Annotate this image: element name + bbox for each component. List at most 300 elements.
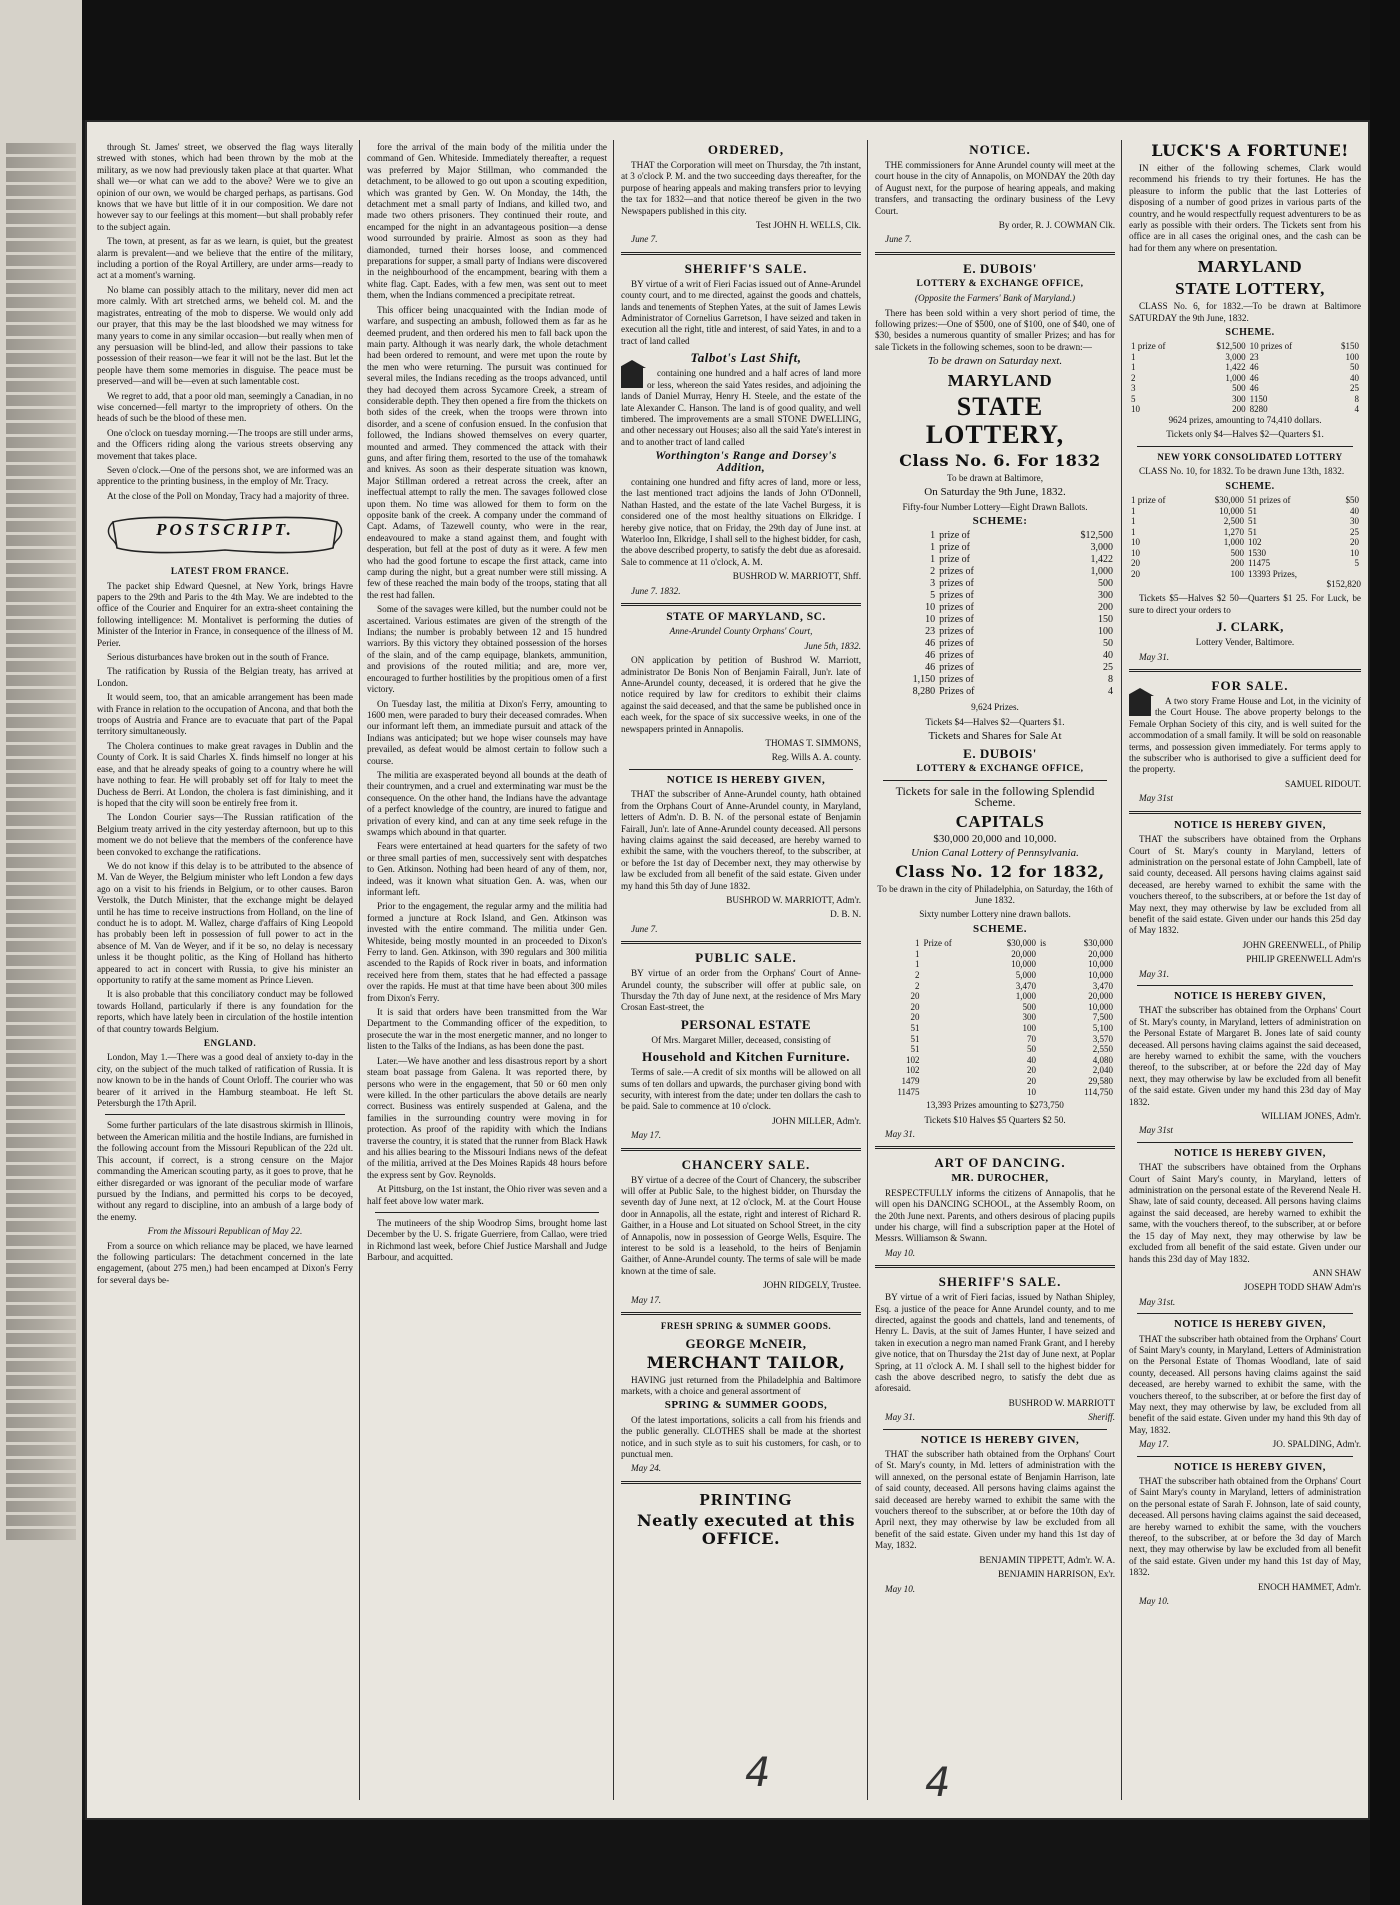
scheme-cell: 25 [1350,526,1359,537]
ad-signature [1129,1282,1361,1293]
ad-heading: NEW YORK CONSOLIDATED LOTTERY [1157,451,1343,462]
ad-heading: MERCHANT TAILOR, [646,1352,846,1372]
scheme-cell: 300 [1022,1012,1037,1023]
scheme-cell: 100 [1098,626,1113,638]
scheme-cell: 2 [915,980,920,991]
scheme-cell: 300 [1232,393,1246,404]
scheme-cell: 10,000 [1088,1001,1113,1012]
article-paragraph: No blame can possibly attach to the military, never did men act more calmly. With art stretched arms, we beheld col. M. and the magistrates, entreating of the mob to disperse. We would only add our prayer, that this may be the last bloodshed we may witness for many years to come in any similar occasion—but really when men of any persuasion will be blind-led, and allow their passions to take possession of their reason—we fear it will not be the last. But let the people have them some memories in disguise. The peace must be preserved—and will be—even at such lamentable cost. [97,284,353,387]
scheme-cell: prize of [939,542,970,554]
divider [1137,985,1353,986]
column-5 [1129,142,1361,1802]
ad-date: June 7. 1832. [631,585,681,596]
ad-date: May 31. [1139,651,1170,662]
column-rule [613,140,614,1800]
scheme-cell: $12,500 [1216,341,1246,352]
scheme-cell: 40 [1027,1054,1037,1065]
scheme-cell [922,981,979,992]
divider [105,1114,345,1115]
ad-heading: Neatly executed at this OFFICE. [636,1510,856,1548]
column-rule [867,140,868,1800]
scheme-cell: 50 [1027,1044,1037,1055]
scheme-cell: 51 [1248,505,1257,516]
divider [621,941,861,944]
scheme-cell [922,1087,979,1098]
scheme-cell: 10 [1027,1086,1037,1097]
scheme-row [875,1087,1115,1098]
scheme-cell: 1,000 [1090,566,1113,578]
scheme-heading: SCHEME. [973,922,1027,935]
scheme-row [875,949,1115,960]
scheme-cell: 10 [1131,537,1140,547]
ad-heading: NOTICE IS HEREBY GIVEN, [1174,1319,1326,1331]
scheme-cell: 3,000 [1090,542,1113,554]
scheme-cell [922,1002,979,1013]
ad-date: May 31. [885,1128,916,1139]
scheme-cell: 1 [1131,505,1136,516]
scheme-cell [922,1023,979,1034]
ad-body: Of Mrs. Margaret Miller, deceased, consisting of [651,1034,831,1045]
divider [1137,1142,1353,1143]
article-paragraph: through St. James' street, we observed the flag ways literally strewed with stones, which had been thrown by the mob at the military, as we now had previously taken place at that quarter. What shall we—or what can we add to the above? Were we to give an opinion of our own, we would be charged perhaps, as partisans. God knows that we have but little of it in our composition. We dare not however say to our feelings at this moment—but shall probably refer to the subject again. [97,142,353,232]
scheme-heading: SCHEME. [1225,327,1275,339]
scheme-row [1129,506,1361,517]
ad-heading: STATE OF MARYLAND, SC. [666,611,826,623]
scheme-cell: 1,270 [1223,526,1244,537]
scheme-cell: 4 [1354,404,1359,415]
ad-subheading: Worthington's Range and Dorsey's Addition, [655,450,837,474]
ad-body: RESPECTFULLY informs the citizens of Annapolis, that he will open his DANCING SCHOOL, at the Assembly Room, on the 20th June next. Parents, and others desirous of placing pupils under his charge, will find a subscription paper at the Hotel of Messrs. Williamson & Swann. [875,1187,1115,1244]
ad-heading: PUBLIC SALE. [695,950,797,966]
scheme-cell: $12,500 [1080,530,1113,542]
scheme-cell: 10 [1131,404,1140,415]
article-paragraph: It is also probable that this conciliatory conduct may be followed towards Holland, particularly if there is any foundation for the reports, which have lately been in circulation of the hostile intention of that country towards Belgium. [97,989,353,1034]
scheme-cell: 1530 [1248,547,1266,558]
ad-signature: WILLIAM JONES, Adm'r. [1261,1111,1361,1122]
divider [621,603,861,606]
scheme-cell: 8 [1108,674,1113,686]
ad-date: June 5th, 1832. [804,640,861,651]
scheme-cell: 25 [1103,662,1113,674]
scheme-cell: 102 [906,1054,920,1065]
column-1 [97,142,353,1802]
scheme-cell: 1,000 [1223,537,1244,547]
scan-border-right [1370,0,1400,1905]
scheme-cell [1038,1044,1056,1055]
scheme-cell: 25 [1350,383,1359,394]
ad-signature: JO. SPALDING, Adm'r. [1272,1439,1361,1450]
ad-text: containing one hundred and a half acres of land more or less, whereon the said Yates resides, and adjoining the lands of Daniel Murray, Henry H. Steele, and the estate of the late Alexander C. Hanson. The land is of good quality, and well timbered. The improvements are a small STONE DWELLING, and other necessary out Houses; also all the said Yate's interest in and to another tract of land called [621,368,861,447]
scheme-cell: 46 [1249,372,1259,383]
ad-date-text: May 31. [885,1412,916,1423]
ad-heading: PRINTING [699,1489,793,1509]
section-heading: LATEST FROM FRANCE. [170,566,290,577]
scheme-cell: 1 [1131,362,1136,373]
ad-date: May 31st [1139,793,1173,804]
scheme-cell: prizes of [939,638,974,650]
scheme-cell: 10,000 [1219,505,1244,516]
ad-body: ON application by petition of Bushrod W. Marriott, administrator De Bonis Non of Benjamin Fairall, Jun'r. late of Anne-Arundel county, deceased, it is ordered that he give the notice required by law for creditors to exhibit their claims against the said deceased, and that the same be published once in each week, for the space of six successive weeks, in one of the newspapers printed in Annapolis. [621,655,861,734]
divider [875,252,1115,255]
ad-signature-name: PHILIP GREENWELL [1246,954,1333,965]
ad-subheading: SPRING & SUMMER GOODS, [664,1399,828,1412]
scheme-row [1129,558,1361,569]
scheme-cell: $150 [1341,341,1359,352]
scheme-cell: 1 [930,542,936,554]
scheme-row [875,530,1115,542]
article-paragraph: The ratification by Russia of the Belgian treaty, has arrived at London. [97,666,353,688]
ad-signature: THOMAS T. SIMMONS, [765,738,861,749]
scheme-cell: 20 [1131,568,1140,579]
divider [1129,811,1361,814]
scheme-cell: 200 [1098,602,1113,614]
divider [875,1265,1115,1268]
article-paragraph: This officer being unacquainted with the Indian mode of warfare, and suspecting an ambush, followed them as far as he deemed prudent, and then ordered his men to fall back upon the main party. Although it was nearly dark, the whole detachment had been ordered to remount, and were met upon the route by the men who were returning. The pursuit was continued for several miles, the Indians receding as the troops advanced, until they had decoyed them across Sycamore Creek, a stream of considerable depth. They then opened a fire from the thickets on both sides of the creek, when the troops were thrown into disorder, and a scene of confusion ensued. In the confusion that followed, the Indians showed themselves on every quarter, mounted and armed. They commenced the attack with their guns, and after firing them, resorted to the use of the tomahawk and knives. As soon as their desperate situation was known, Major Stillman ordered a retreat across the creek, after an ineffectual attempt to rally the men. The savages followed close upon them. No time was allowed for them to form on the opposite bank of the creek. A company under the command of Capt. Adams, of Tazewell county, who were in the rear, endeavoured to make a stand against them, and fought with desperation, but fell at the post of duty as it were. A few men who had the good fortune to escape the first attack, came into camp during the night, but a great number were still missing. A few of these reached the main body of the troops, stating that all the rest had fallen. [367,304,607,600]
scheme-cell: 40 [1350,372,1359,383]
scheme-row [1129,352,1361,363]
scheme-row [875,662,1115,674]
article-paragraph: It would seem, too, that an amicable arrangement has been made with France in relation to the occupation of Ancona, and that both the troops of Austria and France are to evacuate that part of the Papal territory simultaneously. [97,692,353,737]
scheme-cell: 3 [930,578,936,590]
ad-body: Of the latest importations, solicits a call from his friends and the public generally. CLOTHES shall be made at the shortest notice, and in such style as to suit his customers, for cash, or to punctual men. [621,1414,861,1459]
article-paragraph: One o'clock on tuesday morning.—The troops are still under arms, and the Officers riding along the various streets observing any movement that takes place. [97,427,353,461]
ad-heading: FRESH SPRING & SUMMER GOODS. [660,1321,832,1332]
scheme-cell: 11475 [1248,558,1271,568]
scheme-cell [922,1076,979,1087]
scheme-cell: 102 [1248,537,1262,547]
scheme-cell: prizes of [939,614,974,626]
scheme-row [875,991,1115,1002]
ad-heading: Class No. 12 for 1832, [895,861,1105,881]
scheme-cell: 100 [1345,351,1359,362]
divider [621,252,861,255]
ad-heading: NOTICE IS HEREBY GIVEN, [666,773,826,786]
divider [1137,446,1353,447]
scheme-cell: 10,000 [1088,959,1113,970]
ad-heading: NOTICE IS HEREBY GIVEN, [920,1433,1080,1446]
ad-body: On Saturday the 9th June, 1832. [924,486,1066,499]
divider [621,1481,861,1484]
scheme-cell [1038,991,1056,1002]
column-2 [367,142,607,1802]
scheme-row [875,938,1115,949]
ad-date: June 7. [885,234,912,245]
article-paragraph: Serious disturbances have broken out in the south of France. [107,652,329,663]
scheme-cell: 1,000 [1015,991,1037,1002]
scheme-row [875,542,1115,554]
scheme-cell: 10,000 [1088,969,1113,980]
scheme-cell: 150 [1098,614,1113,626]
scheme-cell: 1150 [1249,393,1268,404]
ad-subheading: Household and Kitchen Furniture. [642,1049,850,1065]
scheme-cell [922,991,979,1002]
scheme-cell [1332,569,1361,580]
scheme-cell [922,949,979,960]
scheme-cell: 1 [1131,351,1136,362]
article-paragraph: From a source on which reliance may be placed, we have learned the following particulars: The detachment concerned in the late engagement, (about 275 men,) had been encamped at Dixon's Ferry for several days be- [97,1240,353,1285]
article-paragraph: London, May 1.—There was a good deal of anxiety to-day in the city, on the subject of the much talked of ratification of Russia. It is now known to be in the hands of Count Orloff. The courier who was bearer of it arrived in the Hamburg steamboat. He left St. Petersburgh the 17th April. [97,1052,353,1109]
scheme-cell [1038,1002,1056,1013]
scheme-heading: SCHEME: [972,514,1028,527]
scheme-table [1129,341,1361,415]
scheme-row [1129,548,1361,559]
scheme-row [875,1055,1115,1066]
scheme-row [875,566,1115,578]
divider [1129,669,1361,672]
ad-subheading: Lottery Vender, Baltimore. [1195,637,1295,648]
scheme-cell: 500 [1022,1001,1037,1012]
scheme-cell: Prizes of [939,686,975,698]
scheme-cell [1038,1034,1056,1045]
ad-subheading: MR. DUROCHER, [951,1172,1049,1185]
scheme-cell: 1 [1131,516,1136,526]
scheme-row [875,981,1115,992]
ad-signature: Test JOHN H. WELLS, Clk. [755,220,861,231]
ad-body [621,368,861,448]
postscript-title: POSTSCRIPT. [156,520,294,540]
scheme-cell: 70 [1027,1033,1037,1044]
scheme-cell: 1 [930,530,936,542]
ad-body: BY virtue of a decree of the Court of Chancery, the subscriber will offer at Public Sale, to the highest bidder, on Thursday the seventh day of June next, at 12 o'clock, M. at the Court House door in Annapolis, all the estate, right and interest of Richard R. Gaither, in a House and Lot situated on School Street, in the city of Annapolis, now in possession of George Wells, Esquire. The interest to be sold is a leasehold, to the heirs of Benjamin Gaither, of Anne-Arundel county. The terms of sale will be made known at the time of sale. [621,1174,861,1276]
ad-body: THAT the subscriber hath obtained from the Orphans' Court of Saint Mary's county in Maryland, letters of administration on the personal estate of Sarah F. Johnson, late of said county, deceased. All persons having claims against the said deceased, are hereby warned to exhibit the same, with the vouchers thereof, to the subscriber, at or before the 3d day of March next, they may otherwise by law be excluded from all benefit of the said estate. Given under my hand this 1st day of May, 1832. [1129,1476,1361,1578]
scheme-cell: 1,000 [1225,372,1246,383]
scheme-cell: is [1040,938,1047,949]
scheme-cell: 51 prizes of [1248,495,1291,505]
ad-body: Sixty number Lottery nine drawn ballots. [919,909,1071,920]
ad-role: Adm'rs [1334,954,1361,965]
ad-subheading: Union Canal Lottery of Pennsylvania. [911,847,1079,860]
scheme-cell: 10 [1131,547,1140,558]
scheme-cell: 20 [1027,1075,1037,1086]
ad-signature: JOHN RIDGELY, Trustee. [763,1280,861,1291]
scheme-cell [1038,959,1056,970]
article-paragraph: We do not know if this delay is to be attributed to the absence of M. Van de Weyer, the Belgium minister who left London a few days ago on a visit to his friends in Belgium, or to other causes. Baron Verstolk, the Dutch Minister, that the exchange might be delayed until he has time to receive instructions from Holland, on the line of conduct he is to adopt. M. Wallez, charge d'affairs of King Leopold has probably been left in possession of full power to act in the absence of M. Van de Weyer, and if it be so, no delay is necessary unless it be thought politic, as the King of Holland has hitherto appeared to act in concert with Russia, to give his minister an opportunity to ratify at the same moment as Prince Lieven. [97,860,353,985]
ad-heading: SHERIFF'S SALE. [684,260,808,276]
article-paragraph: We regret to add, that a poor old man, seemingly a Canadian, in no wise concerned—fell martyr to the impropriety of others. On the heads of such be the blood of these men. [97,390,353,424]
scheme-cell: 1 [1131,526,1136,537]
ad-body: Fifty-four Number Lottery—Eight Drawn Ballots. [902,501,1088,512]
article-paragraph: Later.—We have another and less disastrous report by a short steam boat passage from Galena. It was reported there, by persons who were in the engagement, that 50 or 60 men only were killed. In the other particulars the above details are nearly correct. Business was entirely suspended at Galena, and the families in the surrounding country were moving in for protection. As proof of the rapidity with which the Indians traverse the country, it is stated that the runner from Black Hawk and his allies bearing to the Missouri Indians news of the defeat of the militia, arrived at the Des Moines Rapids 48 hours before the express sent by Gov. Reynolds. [367,1055,607,1180]
scan-border-top [0,0,1400,120]
scheme-cell: 1,422 [1225,362,1246,373]
divider [621,1148,861,1151]
scheme-row [875,1002,1115,1013]
scheme-cell: 30 [1350,516,1359,526]
scheme-cell: 11475 [897,1086,920,1097]
scheme-cell: 5 [1354,558,1359,568]
ad-heading: E. DUBOIS' [963,745,1037,761]
ad-body: $30,000 20,000 and 10,000. [933,832,1057,845]
scheme-cell: 500 [1098,578,1113,590]
ad-body: THAT the subscribers have obtained from the Orphans Court of St. Mary's county in Maryland, letters of administration on the personal estate of John Campbell, late of said county, deceased. All persons having claims against said deceased, are hereby warned to exhibit the same with the vouchers thereof, to the subscribers, at or before the 1st day of May next, they may otherwise by law be excluded from all benefit of the said estate. Given under our hands this 25d day of May 1832. [1129,834,1361,936]
scheme-row [875,602,1115,614]
scheme-row [875,970,1115,981]
scheme-row [1129,516,1361,527]
ad-date [875,1412,1115,1423]
scheme-cell: 8280 [1249,404,1268,415]
ad-date: May 31st. [1139,1296,1176,1307]
scheme-table [875,938,1115,1097]
scheme-cell [1038,1055,1056,1066]
article-paragraph: On Tuesday last, the militia at Dixon's Ferry, amounting to 1600 men, were paraded to bury their deceased comrades. When our informant left them, an immediate pursuit and attack of the Indians was anticipated; but we hope wiser counsels may have prevailed, as defeat would be almost certain to follow such a course. [367,698,607,766]
ad-heading: NOTICE IS HEREBY GIVEN, [1174,990,1326,1002]
ad-signature: BENJAMIN HARRISON, Ex'r. [997,1569,1115,1580]
scheme-cell: 2,500 [1223,516,1244,526]
article-paragraph: The town, at present, as far as we learn, is quiet, but the greatest alarm is prevalent—and we believe that the entire of the military, including a portion of the Royal Artillery, are under arms—ready to act at a moment's warning. [97,236,353,281]
article-paragraph: It is said that orders have been transmitted from the War Department to the Commanding officer of the expedition, to prosecute the war in the most energetic manner, and no longer to listen to the Talks of the Indians, as has been done the past. [367,1007,607,1052]
ad-heading: CHANCERY SALE. [681,1156,811,1172]
scheme-cell [1038,1076,1056,1087]
ad-signature: Reg. Wills A. A. county. [771,752,861,763]
scheme-cell: 1 [915,959,920,970]
ad-body: HAVING just returned from the Philadelphia and Baltimore markets, with a choice and general assortment of [621,1374,861,1396]
ad-body: THAT the subscriber has obtained from the Orphans' Court of St. Mary's county, in Maryland, letters of administration on the Personal Estate of Margaret B. Jones late of said county deceased. All persons having claims against the said deceased, are hereby warned to exhibit the same, with the vouchers thereof, to the subscriber, at or before the 22d day of May next, they may otherwise by law be excluded from all benefit of the said estate. Given under my hand this 23d day of May 1832. [1129,1005,1361,1107]
ad-subheading: LOTTERY & EXCHANGE OFFICE, [916,763,1084,774]
scheme-cell [1038,1012,1056,1023]
scheme-cell: 20 [1027,1065,1037,1076]
scheme-cell: 51 [910,1044,920,1055]
scheme-cell: prizes of [939,566,974,578]
scheme-cell [922,970,979,981]
ad-heading: GEORGE McNEIR, [685,1335,807,1351]
scheme-cell: 1,422 [1090,554,1113,566]
ad-date [1129,1439,1361,1450]
scheme-cell: 10 [925,614,936,626]
scheme-cell: 23 [925,626,936,638]
article-paragraph: The militia are exasperated beyond all bounds at the death of their countrymen, and a cruel and exterminating war must be the consequence. On the other hand, the Indians have the advantage of a perfect knowledge of the country, are inured to fatigue and privation of every kind, and can at any time seek refuge in the swamps which abound in that quarter. [367,769,607,837]
ad-date: May 31st [1139,1125,1173,1136]
ad-signature: BUSHROD W. MARRIOTT, Shff. [732,571,861,582]
ad-body: THAT the subscriber hath obtained from the Orphans' Court of Saint Mary's county, in Maryland, Letters of Administration on the Personal Estate of Thomas Woodland, late of said county, deceased. All persons having claims against the said deceased, are hereby warned to exhibit the same, with the vouchers thereof, to the subscriber, at or before the first day of May next, they may otherwise by law, be excluded from all benefit of the said estate. Given under my hand this 9th day of May, 1832. [1129,1333,1361,1435]
scheme-row [875,614,1115,626]
scheme-cell: 100 [1230,568,1244,579]
scheme-cell [922,1012,979,1023]
ad-body: THAT the Corporation will meet on Thursday, the 7th instant, at 3 o'clock P. M. and the two succeeding days thereafter, for the purpose of hearing appeals and making transfers prior to levying the tax for 1832—and that notice thereof be given in the two Newspapers published in this city. [621,160,861,216]
postscript-banner [103,512,347,556]
divider [621,1312,861,1315]
scheme-cell: 5 [930,590,936,602]
scheme-cell: 1 [915,938,920,949]
ad-signature: BENJAMIN TIPPETT, Adm'r. W. A. [979,1554,1115,1565]
ad-text: A two story Frame House and Lot, in the vicinity of the Court House. The above property belongs to the Female Orphan Society of this city, and is well suited for the accommodation of a small family. It will be sold on reasonable terms, and possession given immediately. For terms apply to the subscriber who is authorised to give a sufficient deed for the property. [1129,696,1361,775]
scheme-cell: 3,470 [1092,980,1113,991]
ad-heading: J. CLARK, [1216,619,1284,635]
ad-heading: NOTICE IS HEREBY GIVEN, [1174,1461,1326,1473]
ad-body [1129,696,1361,776]
scheme-row [1129,537,1361,548]
ad-signature [1129,954,1361,965]
scheme-cell: prize of [939,554,970,566]
scheme-cell: 29,580 [1088,1075,1113,1086]
scheme-row [875,1034,1115,1045]
scheme-cell: $50 [1345,495,1359,505]
ad-body: 9624 prizes, amounting to 74,410 dollars. [1168,414,1322,425]
column-rule [1121,140,1122,1800]
scheme-cell [922,1065,979,1076]
divider [883,780,1107,781]
ad-heading: MARYLAND [947,370,1053,390]
article-paragraph: Fears were entertained at head quarters for the safety of two or three small parties of men, successively sent with despatches to Gen. Atkinson. Nothing had been heard of any of them, nor, indeed, was it known what situation Gen. A. was, when our informant left. [367,841,607,897]
article-paragraph: At the close of the Poll on Monday, Tracy had a majority of three. [107,490,350,501]
scheme-cell: prizes of [939,674,974,686]
scheme-cell [922,959,979,970]
scheme-row [875,959,1115,970]
scheme-cell: 10 prizes of [1249,341,1293,352]
scheme-cell: 10,000 [1011,959,1037,970]
article-paragraph: The Cholera continues to make great ravages in Dublin and the County of Cork. It is said Charles X. finds himself no longer at his ease, and that he already speaks of going to a country where he will have nothing to fear. He will probably set off for Italy to meet the Duchess de Berri. At London, the cholera is fast diminishing, and it is hoped that the city will soon be entirely free from it. [97,740,353,808]
ad-body: BY virtue of a writ of Fieri facias, issued by Nathan Shipley, Esq. a justice of the peace for Anne Arundel county, and to me directed, against the goods and chattels, land and tenements, of Henry L. Davis, at the suit of James Hunter, I have seized and taken in execution a negro man named Frank Grant, and I hereby give notice, that on Thursday the 21st day of June next, at Poplar Spring, at 11 o'clock A. M. I shall sell to the highest bidder for cash the above described negro, to satisfy the debt due as aforesaid. [875,1292,1115,1394]
column-rule [359,140,360,1800]
ad-signature-name: JOSEPH TODD SHAW [1243,1282,1333,1293]
column-4 [875,142,1115,1802]
scheme-cell: 3,570 [1092,1033,1113,1044]
ad-signature: JOHN MILLER, Adm'r. [772,1115,861,1126]
ad-date: May 24. [631,1463,662,1474]
ad-body: THE commissioners for Anne Arundel county will meet at the court house in the city of Annapolis, on MONDAY the 20th day of August next, for the purpose of hearing appeals, and making transfers, and transacting the ordinary business of the Levy Court. [875,160,1115,216]
scheme-cell [922,1044,979,1055]
ad-subheading: PERSONAL ESTATE [680,1016,812,1032]
scheme-row [875,1076,1115,1087]
ad-body: $152,820 [1326,579,1361,589]
scheme-cell: 46 [925,650,936,662]
house-icon [621,368,643,388]
scheme-cell: 20 [1131,558,1140,568]
scheme-cell: 2,040 [1092,1065,1113,1076]
scheme-cell: 51 [910,1033,920,1044]
article-paragraph: Seven o'clock.—One of the persons shot, we are informed was an apprentice to the printing business, in the employ of Mr. Tracy. [97,464,353,487]
scheme-cell: $30,000 [1214,495,1244,505]
ad-heading: LUCK'S A FORTUNE! [1151,142,1349,160]
scheme-row [875,638,1115,650]
ad-heading: NOTICE. [969,142,1031,157]
scheme-row [1129,341,1361,352]
ad-role: Sheriff. [1088,1412,1115,1423]
article-paragraph: The London Courier says—The Russian ratification of the Belgium treaty arrived in the city yesterday afternoon, but up to this moment we do not believe that the members of the conference have been convoked to exchange the ratifications. [97,812,353,857]
scheme-heading: SCHEME. [1225,480,1275,492]
scheme-cell: 5,100 [1092,1022,1113,1033]
article-paragraph: Some of the savages were killed, but the number could not be ascertained. Various estimates are given of the strength of the Indians; the number is probably between 12 and 15 hundred warriors. By this victory they obtained possession of the horses of the slain, and of the camp equipage, blankets, ammunition, and provisions of the routed militia; and are, more ver, encouraged to further hostilities by the propitious omen of a first victory. [367,604,607,695]
scheme-cell: 4,080 [1092,1054,1113,1065]
scheme-cell: 114,750 [1084,1086,1113,1097]
article-paragraph: The packet ship Edward Quesnel, at New York, brings Havre papers to the 29th and Paris to the 4th May. We are indebted to the office of the Courier and Enquirer for an extra-sheet containing the following intelligence: M. Montalivet is performing the duties of Minister of the Interior in France, in consequence of the illness of M. Perier. [97,580,353,648]
ad-signature: By order, R. J. COWMAN Clk. [998,220,1115,231]
scheme-cell: 1 [915,948,920,959]
scheme-cell: 500 [1232,383,1246,394]
ad-subheading: (Opposite the Farmers' Bank of Maryland.) [914,293,1076,304]
article-paragraph: fore the arrival of the main body of the militia under the command of Gen. Whiteside. Immediately thereafter, a request was preferred by Major Stillman, who commanded the detachment, to be allowed to go out upon a scouting expedition, which was granted by Gen. W. On Monday, the 14th, the detachment met a small party of Indians, and killed two, and made two others prisoners. They continued their route, and encamped for the night in an advantageous position—a dense wood surrounded by prairie. Almost as soon as they had diamonded, turned their horses loose, and commenced preparations for supper, a small party of Indians were discovered in the neighbourhood of the encampment, bearing with them a white flag. Capt. Eades, with a few men, was sent out to meet them, when the Indians commenced a precipitate retreat. [367,142,607,301]
ad-date: June 7. [631,234,658,245]
ad-subheading: Talbot's Last Shift, [690,350,802,366]
column-3 [621,142,861,1802]
ad-date: May 10. [885,1583,916,1594]
ad-signature: ANN SHAW [1312,1267,1361,1278]
scheme-cell: 46 [1249,362,1259,373]
scheme-cell: prizes of [939,662,974,674]
source-line: From the Missouri Republican of May 22. [147,1226,303,1237]
divider [883,1429,1107,1430]
scheme-cell: prizes of [939,602,974,614]
ad-body: THAT the subscriber hath obtained from the Orphans' Court of St. Mary's county, in Md. letters of administration with the will annexed, on the personal estate of Benjamin Harrison, late of said county, deceased. All persons having claims against the said deceased are hereby warned to exhibit the same with the vouchers thereof to the subscriber, at or before the 10th day of April next, they may otherwise by law be excluded from all benefit of the said estate. Given under my hand this 1st day of May, 1832. [875,1449,1115,1551]
ad-body: containing one hundred and fifty acres of land, more or less, the last mentioned tract adjoins the lands of John O'Donnell, Nathan Hasted, and the estate of the late Vachel Burgess, it is considered one of the most healthy situations on Elkridge. I hereby give notice, that on Friday, the 29th day of June inst. at Waterloo Inn, Elkridge, I shall sell to the highest bidder, for cash, the above described property, to satisfy the debt due as aforesaid. Sale to commence at 11 o'clock, A. M. [621,476,861,567]
ad-heading: E. DUBOIS' [963,260,1037,276]
ad-heading: Class No. 6. For 1832 [899,450,1101,470]
ad-heading: NOTICE IS HEREBY GIVEN, [1174,819,1326,831]
scheme-cell: 40 [1103,650,1113,662]
scheme-cell: 13393 Prizes, [1248,568,1297,579]
scheme-row [1129,362,1361,373]
scheme-cell: 8 [1354,393,1359,404]
scheme-row [875,626,1115,638]
